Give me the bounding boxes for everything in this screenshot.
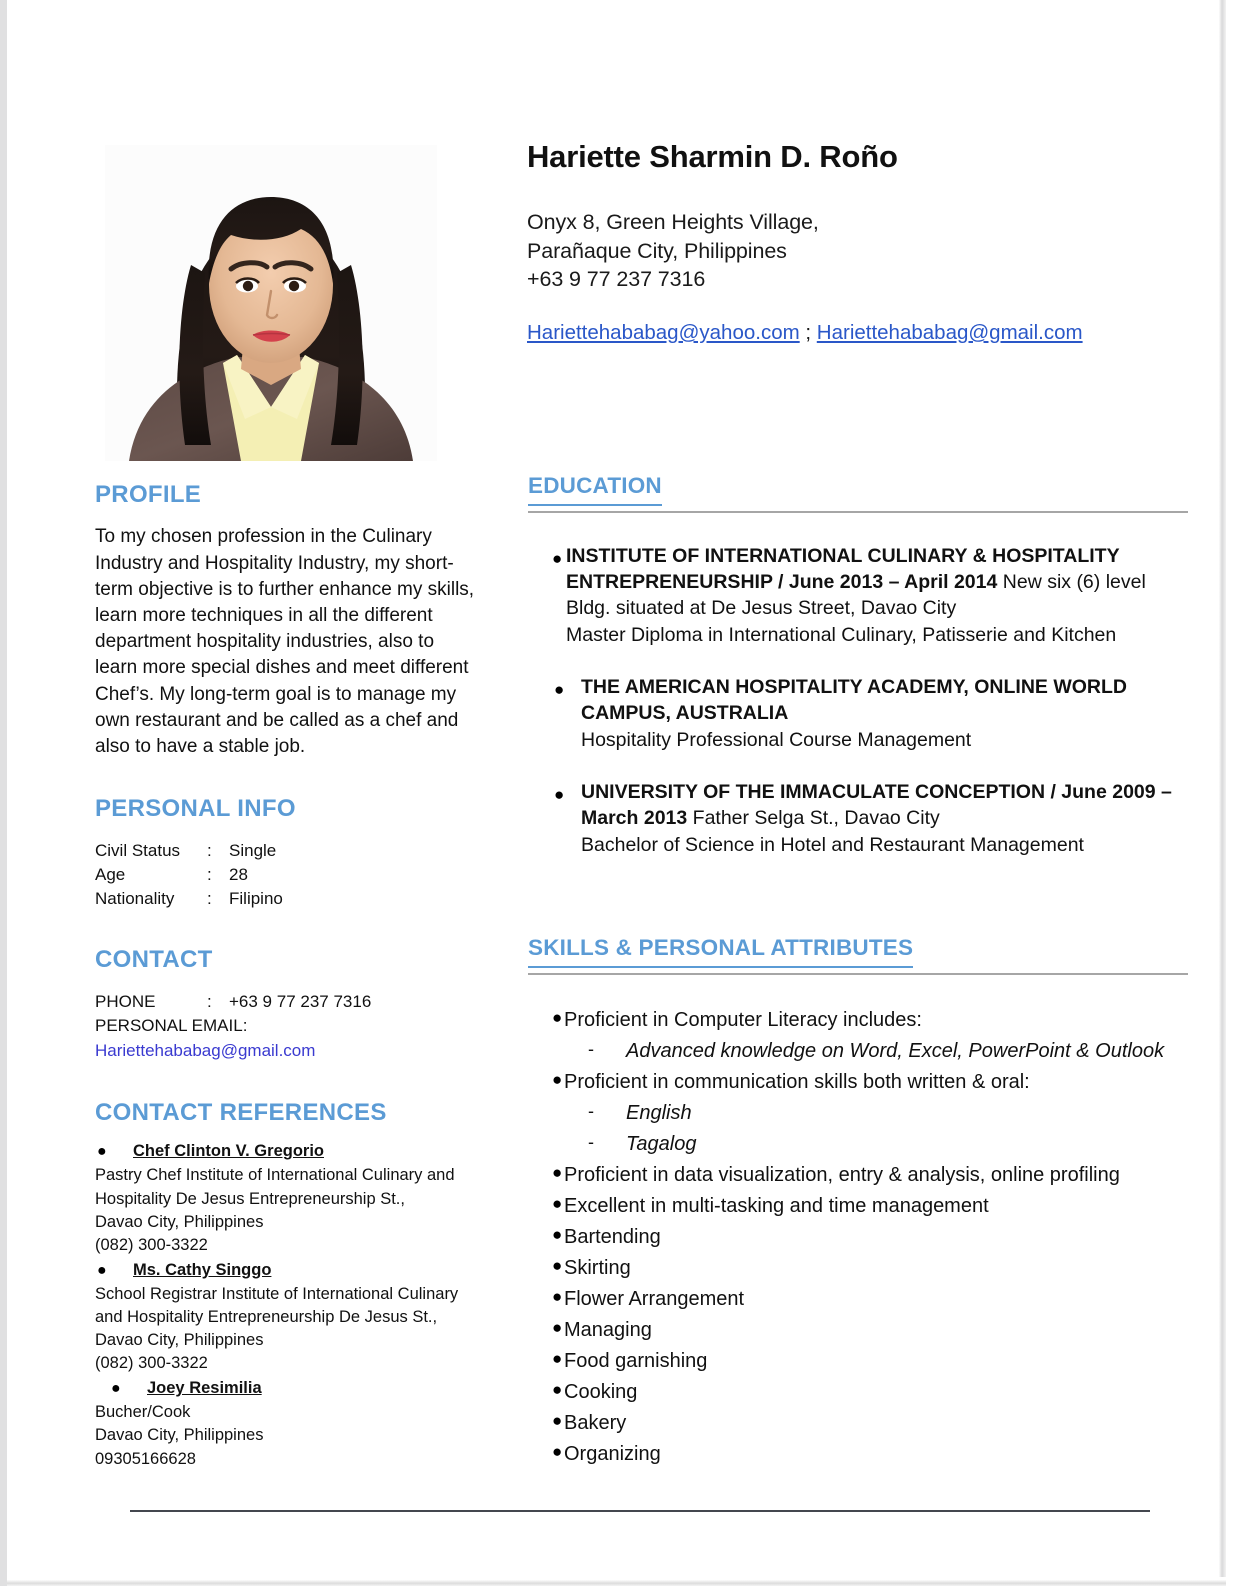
education-entry [566,779,1188,858]
right-column [528,474,1188,1470]
skills-heading [528,936,1188,975]
left-column [95,482,495,1473]
bullet-icon: ● [552,1317,563,1337]
education-entry [566,674,1188,753]
age-label: Age [95,864,126,884]
email-gmail-link[interactable]: Hariettehababag@gmail.com [816,320,1083,344]
header-emails [527,320,1187,347]
education-list [528,543,1188,858]
reference-line: Hospitality De Jesus Entrepreneurship St., [95,1189,405,1208]
list-item [528,1377,1188,1407]
bullet-icon: ● [552,1255,563,1275]
skills-heading-rule [528,973,1188,975]
skill-text: Cooking [564,1380,638,1403]
reference-line: Davao City, Philippines [95,1426,264,1445]
nationality-value: Filipino [229,889,283,908]
header-phone: +63 9 77 237 7316 [527,267,706,292]
contact-email-label: PERSONAL EMAIL: [95,1016,248,1036]
contact-phone-label: PHONE [95,991,156,1011]
skill-subtext: Advanced knowledge on Word, Excel, PowerPoint & Outlook [626,1039,1165,1062]
education-title: INSTITUTE OF INTERNATIONAL CULINARY & HOSPITALITY ENTREPRENEURSHIP / June 2013 – April 2014 [566,544,1120,594]
email-yahoo-link[interactable]: Hariettehababag@yahoo.com [527,320,800,344]
bullet-icon: ● [552,1162,563,1182]
reference-line: 09305166628 [95,1449,196,1468]
bullet-icon: ● [552,1379,563,1399]
skill-text: Proficient in Computer Literacy includes: [564,1008,922,1031]
list-item [95,1259,495,1375]
list-item [528,1067,1188,1097]
contact-block [95,990,495,1064]
footer-divider [130,1510,1150,1512]
bullet-icon: ● [111,1380,121,1398]
reference-line: (082) 300-3322 [95,1354,208,1373]
address-line-2: Parañaque City, Philippines [527,238,787,263]
profile-text: To my chosen profession in the Culinary Industry and Hospitality Industry, my short-term objective is to further enhance my skills, learn more techniques in all the different department hospitality industries, also to learn more special dishes and meet different Chef’s. My long-term goal is to manage my own restaurant and be called as a chef and also to have a stable job. [95,526,475,758]
table-row [95,839,495,863]
reference-line: Pastry Chef Institute of International Culinary and [95,1166,455,1185]
dash-icon: - [588,1100,594,1121]
civil-status-value: Single [229,840,277,860]
education-title: THE AMERICAN HOSPITALITY ACADEMY, ONLINE WORLD CAMPUS, AUSTRALIA [581,676,1127,725]
personal-info-table [95,839,495,911]
age-value: 28 [229,864,248,884]
reference-body [95,1401,495,1470]
skill-text: Bartending [564,1225,661,1248]
reference-body [95,1283,495,1375]
table-row [95,887,495,911]
list-item [528,1191,1188,1221]
address-line-1: Onyx 8, Green Heights Village, [527,210,819,235]
list-item [95,1140,495,1256]
email-separator: ; [799,320,817,344]
skill-text: Excellent in multi-tasking and time management [564,1194,989,1217]
personal-info-heading: PERSONAL INFO [95,795,296,823]
profile-photo [105,145,437,461]
resume-header [527,140,1187,347]
list-item [528,1439,1188,1469]
reference-line: and Hospitality Entrepreneurship De Jesus St., [95,1308,438,1326]
reference-name: Ms. Cathy Singgo [133,1260,272,1279]
civil-status-colon: : [207,840,212,860]
education-detail: Father Selga St., Davao City [687,807,940,830]
contact-phone-value: +63 9 77 237 7316 [229,991,372,1011]
bullet-icon: ● [552,1410,563,1430]
reference-line: School Registrar Institute of International Culinary [95,1284,459,1303]
bullet-icon: ● [552,1224,563,1244]
education-entry [566,543,1188,648]
skill-text: Proficient in data visualization, entry & analysis, online profiling [564,1163,1120,1186]
list-item [528,1346,1188,1376]
bullet-icon: ● [97,1143,107,1161]
education-heading-text: EDUCATION [528,474,662,506]
list-item [95,1377,495,1470]
table-row [95,863,495,887]
nationality-label: Nationality [95,889,175,908]
list-item [528,674,1188,753]
reference-line: Davao City, Philippines [95,1331,264,1350]
bullet-icon: ● [552,1441,563,1461]
list-item [528,1098,1188,1128]
skill-text: Food garnishing [564,1349,708,1372]
reference-line: Davao City, Philippines [95,1212,264,1231]
dash-icon: - [588,1038,594,1059]
contact-heading: CONTACT [95,946,213,974]
bullet-icon: ● [552,1069,563,1089]
skills-heading-text: SKILLS & PERSONAL ATTRIBUTES [528,936,913,968]
bullet-icon: ● [552,1007,563,1027]
reference-header [95,1377,495,1400]
list-item [528,1222,1188,1252]
skills-list [528,1005,1188,1469]
list-item [528,543,1188,648]
skill-subtext: English [626,1101,692,1124]
education-heading-rule [528,511,1188,513]
education-title: UNIVERSITY OF THE IMMACULATE CONCEPTION / June 2009 – March 2013 [581,780,1172,830]
bullet-icon: ● [552,548,563,568]
civil-status-label: Civil Status [95,840,181,860]
contact-email-link[interactable]: Hariettehababag@gmail.com [95,1041,316,1061]
list-item [528,1253,1188,1283]
skill-text: Proficient in communication skills both written & oral: [564,1070,1030,1093]
reference-name: Joey Resimilia [147,1379,262,1398]
skill-text: Bakery [564,1411,627,1434]
reference-line: (082) 300-3322 [95,1235,208,1254]
reference-name: Chef Clinton V. Gregorio [133,1142,324,1161]
contact-phone-colon: : [207,991,212,1011]
list-item [528,1129,1188,1159]
contact-references-list [95,1140,495,1470]
skill-text: Organizing [564,1442,661,1465]
reference-header [95,1259,495,1282]
reference-header [95,1140,495,1163]
contact-references-heading: CONTACT REFERENCES [95,1098,387,1126]
portrait-illustration [105,145,437,461]
bullet-icon: ● [97,1261,107,1279]
bullet-icon: ● [552,1193,563,1213]
skill-text: Flower Arrangement [564,1287,745,1310]
age-colon: : [207,864,212,884]
bullet-icon: ● [552,1286,563,1306]
education-detail: New six (6) level Bldg. situated at De Jesus Street, Davao City [566,571,1146,620]
skill-subtext: Tagalog [626,1132,697,1155]
education-subline: Bachelor of Science in Hotel and Restaurant Management [581,833,1084,856]
education-heading [528,474,1188,513]
list-item [528,1315,1188,1345]
list-item [528,779,1188,858]
bullet-icon: ● [552,1348,563,1368]
profile-heading: PROFILE [95,481,202,508]
bullet-icon: ● [554,784,565,804]
nationality-colon: : [207,889,212,908]
education-subline: Hospitality Professional Course Management [581,728,972,751]
list-item [528,1036,1188,1066]
education-subline: Master Diploma in International Culinary, Patisserie and Kitchen [566,623,1117,646]
list-item [528,1005,1188,1035]
bullet-icon: ● [554,680,565,699]
list-item [528,1408,1188,1438]
contact-phone-row [95,990,495,1015]
candidate-name: Hariette Sharmin D. Roño [527,139,898,174]
list-item [528,1160,1188,1190]
list-item [528,1284,1188,1314]
reference-line: Bucher/Cook [95,1403,191,1422]
skill-text: Skirting [564,1256,631,1279]
dash-icon: - [588,1131,594,1152]
skill-text: Managing [564,1318,652,1341]
reference-body [95,1164,495,1256]
